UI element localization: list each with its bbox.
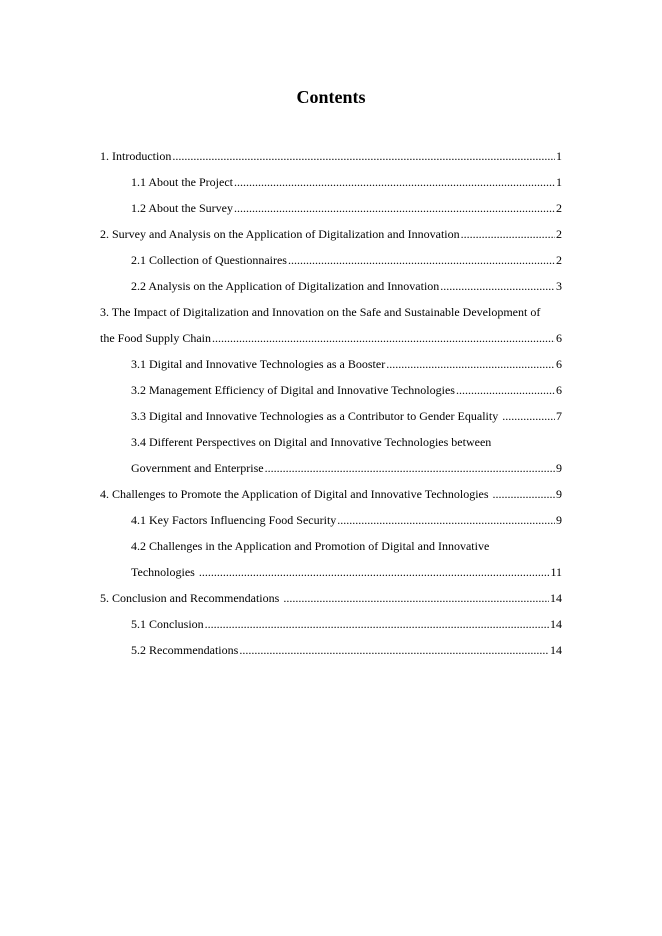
toc-page-number: 6	[556, 357, 562, 371]
toc-entry-2[interactable]	[100, 221, 562, 247]
toc-leader-dots	[337, 507, 555, 533]
toc-leader-dots	[205, 611, 549, 637]
toc-entry-text: Technologies	[131, 565, 198, 579]
toc-page-number: 9	[556, 513, 562, 527]
toc-entry-text: 1. Introduction	[100, 149, 172, 163]
toc-page-number: 2	[556, 253, 562, 267]
toc-leader-dots	[239, 637, 549, 663]
toc-page-number: 3	[556, 279, 562, 293]
toc-leader-dots	[288, 247, 555, 273]
toc-entry-text: 3.3 Digital and Innovative Technologies as a Contributor to Gender Equality	[131, 409, 502, 423]
toc-entry-text: 2. Survey and Analysis on the Application of Digitalization and Innovation	[100, 227, 460, 241]
toc-entry-text: 5. Conclusion and Recommendations	[100, 591, 283, 605]
toc-entry-5[interactable]	[100, 585, 562, 611]
toc-entry-text: 4.1 Key Factors Influencing Food Security	[131, 513, 337, 527]
toc-leader-dots	[234, 169, 555, 195]
toc-entry-3-4-line-1[interactable]	[100, 429, 562, 455]
toc-leader-dots	[502, 403, 555, 429]
toc-entry-1[interactable]	[100, 143, 562, 169]
toc-entry-text: 4. Challenges to Promote the Application of Digital and Innovative Technologies	[100, 487, 492, 501]
toc-page-number: 9	[556, 487, 562, 501]
toc-entry-text: the Food Supply Chain	[100, 331, 212, 345]
toc-page-number: 7	[556, 409, 562, 423]
toc-page-number: 1	[556, 175, 562, 189]
toc-entry-text: 2.2 Analysis on the Application of Digitalization and Innovation	[131, 279, 440, 293]
toc-page-number: 6	[556, 383, 562, 397]
toc-entry-4[interactable]	[100, 481, 562, 507]
page-title: Contents	[296, 87, 366, 107]
toc-leader-dots	[234, 195, 555, 221]
toc-page-number: 9	[556, 461, 562, 475]
toc-entry-text: 3.2 Management Efficiency of Digital and Innovative Technologies	[131, 383, 455, 397]
toc-entry-3-line-2[interactable]	[100, 325, 562, 351]
toc-entry-text: 5.1 Conclusion	[131, 617, 204, 631]
toc-leader-dots	[212, 325, 555, 351]
toc-leader-dots	[283, 585, 549, 611]
toc-entry-2-2[interactable]	[100, 273, 562, 299]
toc-leader-dots	[493, 481, 555, 507]
toc-page-number: 14	[550, 643, 562, 657]
toc-entry-1-2[interactable]	[100, 195, 562, 221]
toc-entry-4-2-line-2[interactable]	[100, 559, 562, 585]
toc-entry-text: 1.1 About the Project	[131, 175, 233, 189]
toc-entry-text: Government and Enterprise	[131, 461, 264, 475]
toc-leader-dots	[456, 377, 555, 403]
toc-entry-text: 5.2 Recommendations	[131, 643, 239, 657]
toc-page-number: 6	[556, 331, 562, 345]
toc-leader-dots	[386, 351, 555, 377]
toc-entry-3-4-line-2[interactable]	[100, 455, 562, 481]
toc-entry-3-line-1[interactable]	[100, 299, 562, 325]
toc-entry-4-1[interactable]	[100, 507, 562, 533]
toc-entry-text: 2.1 Collection of Questionnaires	[131, 253, 287, 267]
toc-leader-dots	[461, 221, 555, 247]
toc-entry-text: 3.4 Different Perspectives on Digital and Innovative Technologies between	[131, 435, 492, 449]
toc-page-number: 14	[550, 617, 562, 631]
toc-entry-5-2[interactable]	[100, 637, 562, 663]
toc-entry-text: 4.2 Challenges in the Application and Promotion of Digital and Innovative	[131, 539, 490, 553]
toc-leader-dots	[265, 455, 555, 481]
toc-leader-dots	[440, 273, 555, 299]
toc-page-number: 14	[550, 591, 562, 605]
toc-page-number: 2	[556, 201, 562, 215]
toc-page-number: 2	[556, 227, 562, 241]
toc-entry-3-1[interactable]	[100, 351, 562, 377]
toc-leader-dots	[199, 559, 550, 585]
table-of-contents	[100, 143, 562, 663]
toc-page-number: 1	[556, 149, 562, 163]
toc-entry-5-1[interactable]	[100, 611, 562, 637]
toc-entry-text: 3. The Impact of Digitalization and Innovation on the Safe and Sustainable Development of	[100, 305, 541, 319]
toc-entry-3-2[interactable]	[100, 377, 562, 403]
toc-entry-2-1[interactable]	[100, 247, 562, 273]
toc-entry-text: 1.2 About the Survey	[131, 201, 233, 215]
toc-entry-4-2-line-1[interactable]	[100, 533, 562, 559]
toc-entry-1-1[interactable]	[100, 169, 562, 195]
toc-entry-text: 3.1 Digital and Innovative Technologies as a Booster	[131, 357, 386, 371]
toc-entry-3-3[interactable]	[100, 403, 562, 429]
toc-leader-dots	[172, 143, 555, 169]
toc-page-number: 11	[550, 565, 562, 579]
